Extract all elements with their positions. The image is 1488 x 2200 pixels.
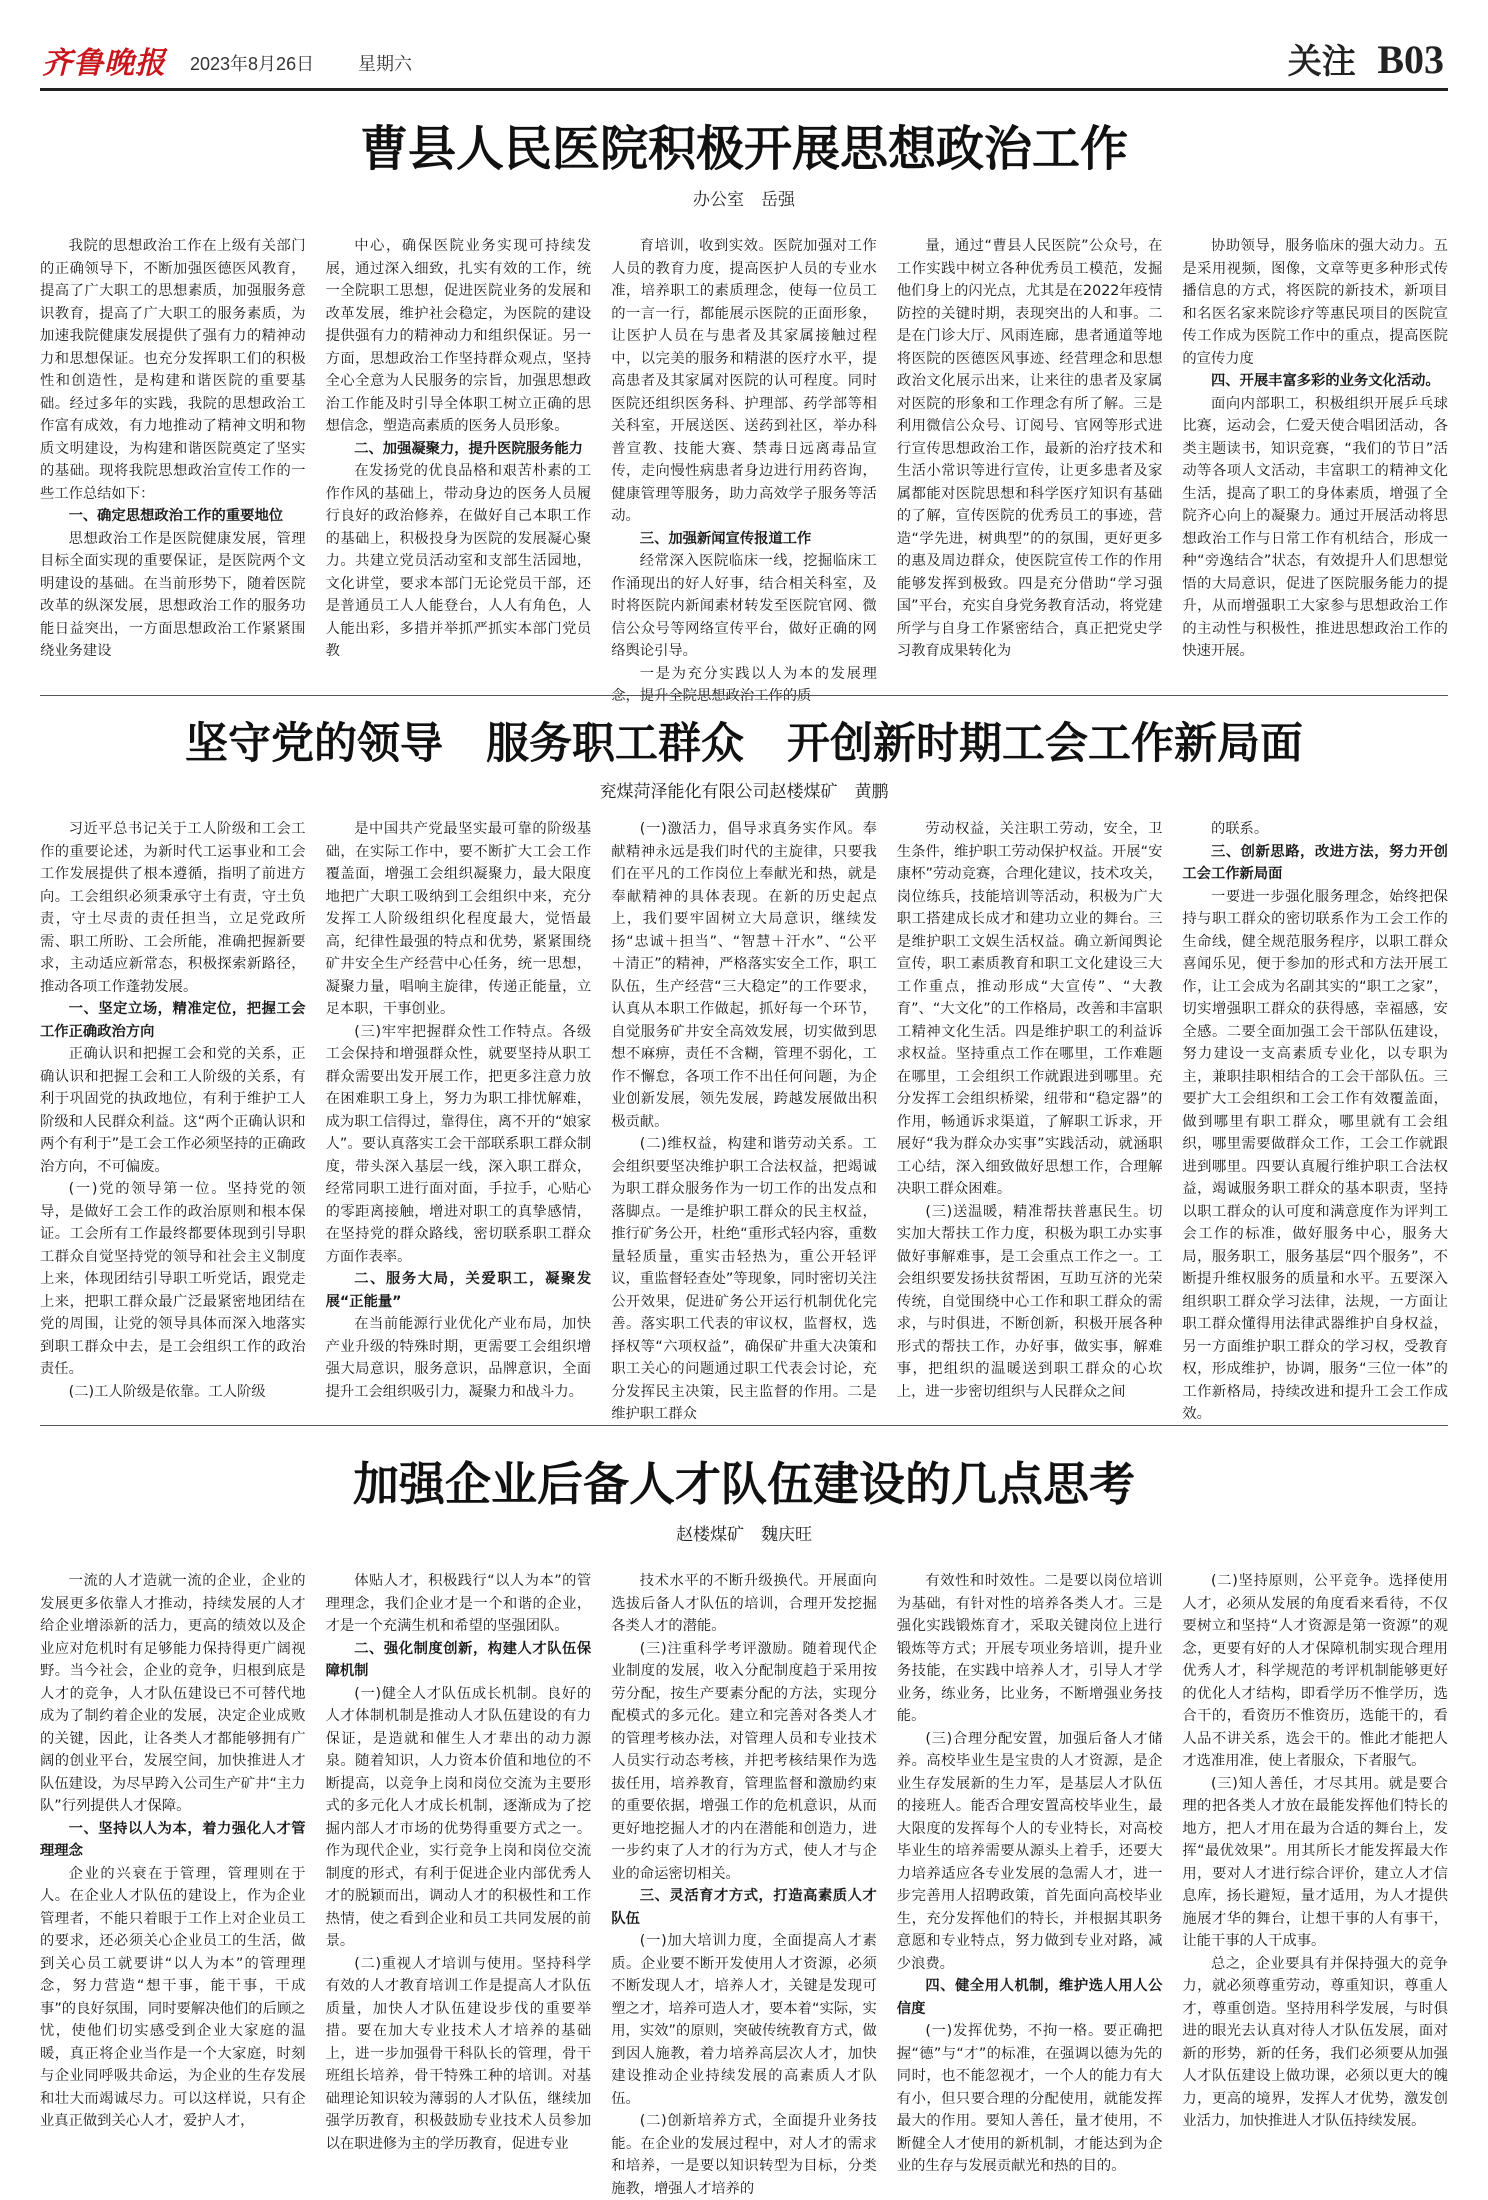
article-column — [40, 818, 306, 1410]
article-column — [897, 235, 1163, 685]
paragraph: 协助领导，服务临床的强大动力。五是采用视频，图像，文章等更多种形式传播信息的方式，将医院的新技术，新项目和名医名家来院诊疗等惠民项目的医院宣传工作成为医院工作中的重点，提高医院的宣传力度 — [1182, 238, 1448, 367]
paragraph: (三)知人善任，才尽其用。就是要合理的把各类人才放在最能发挥他们特长的地方，把人才用在最为合适的舞台上，发挥“最优效果”。用其所长才能发挥最大作用，要对人才进行综合评价，建立人才信息库，扬长避短，量才适用，为人才提供施展才华的舞台，让想干事的人有事干，让能干事的人干成事。 — [1182, 1775, 1448, 1949]
page-number: B03 — [1377, 37, 1444, 82]
article-3 — [40, 1430, 1448, 2197]
paragraph: 一要进一步强化服务理念，始终把保持与职工群众的密切联系作为工会工作的生命线，健全规范服务程序，以职工群众喜闻乐见，便于参加的形式和方法开展工作，让工会成为名副其实的“职工之家”，切实增强职工群众的获得感，幸福感，安全感。二要全面加强工会干部队伍建设，努力建设一支高素质专业化，以专职为主，兼职挂职相结合的工会干部队伍。三要扩大工会组织和工会工作有效覆盖面，做到哪里有职工群众，哪里就有工会组织，哪里需要做群众工作，工会工作就跟进到哪里。四要认真履行维护职工合法权益，竭诚服务职工群众的基本职责，坚持以职工群众的认可度和满意度作为评判工会工作的标准，做好服务中心，服务大局，服务职工，服务基层“四个服务”，不断提升维权服务的质量和水平。五要深入组织职工群众学习法律，法规，一方面让职工群众懂得用法律武器维护自身权益，另一方面维护职工群众的学习权，受教育权，形成维护，协调，服务“三位一体”的工作新格局，持续改进和提升工会工作成效。 — [1182, 888, 1448, 1422]
paragraph: 经常深入医院临床一线，挖掘临床工作涌现出的好人好事，结合相关科室，及时将医院内新闻素材转发至医院官网、微信公众号等网络宣传平台，做好正确的网络舆论引导。 — [611, 553, 877, 659]
article-column — [40, 1570, 306, 2170]
article-column — [611, 1570, 877, 2197]
section-subhead: 二、强化制度创新，构建人才队伍保障机制 — [325, 1640, 592, 1679]
paragraph: 正确认识和把握工会和党的关系，正确认识和把握工会和工人阶级的关系，有利于巩固党的执政地位，有利于维护工人阶级和人民群众利益。这“两个正确认识和两个有利于”是工会工作必须坚持的正确政治方向，不可偏废。 — [40, 1046, 306, 1175]
section-subhead: 三、加强新闻宣传报道工作 — [639, 530, 812, 547]
issue-date: 2023年8月26日 — [190, 54, 315, 74]
paragraph: (三)送温暖，精准帮扶普惠民生。切实加大帮扶工作力度，积极为职工办实事做好事解难事，是工会重点工作之一。工会组织要发扬扶贫帮困，互助互济的光荣传统，自觉围绕中心工作和职工群众的需求，与时俱进，不断创新，积极开展各种形式的帮扶工作，办好事，做实事，解难事，把组织的温暖送到职工群众的心坎上，进一步密切组织与人民群众之间 — [896, 1203, 1163, 1400]
section-subhead: 一、坚定立场，精准定位，把握工会工作正确政治方向 — [40, 1001, 306, 1040]
article-column — [326, 1570, 592, 2170]
paragraph: 在发扬党的优良品格和艰苦朴素的工作作风的基础上，带动身边的医务人员履行良好的政治修养，在做好自己本职工作的基础上，积极投身为医院的发展凝心聚力。共建立党员活动室和支部生活园地，文化讲堂，要求本部门无论党员干部，还是普通员工人人能登台，人人有角色，人人能出彩，多措并举抓严抓实本部门党员教 — [325, 463, 592, 659]
newspaper-logo: 齐鲁晚报 — [42, 46, 166, 81]
article-2-byline: 兖煤菏泽能化有限公司赵楼煤矿 黄鹏 — [599, 782, 889, 802]
paragraph: 一是为充分实践以人为本的发展理念，提升全院思想政治工作的质 — [611, 665, 877, 704]
article-column — [1182, 1570, 1448, 2170]
paragraph: 一流的人才造就一流的企业，企业的发展更多依靠人才推动，持续发展的人才给企业增添新的活力，更高的绩效以及企业应对危机时有足够能力保持得更广阔视野。当今社会，企业的竞争，归根到底是人才的竞争，人才队伍建设已不可替代地成为了制约着企业的发展，决定企业成败的关键，因此，让各类人才都能够拥有广阔的创业平台，发展空间，加快推进人才队伍建设，为尽早跨入公司生产矿井“主力队”行列提供人才保障。 — [40, 1573, 306, 1814]
paragraph: 育培训，收到实效。医院加强对工作人员的教育力度，提高医护人员的专业水准，培养职工的素质理念，使每一位员工的一言一行，都能展示医院的正面形象，让医护人员在与患者及其家属接触过程中，以完美的服务和精湛的医疗水平，提高患者及其家属对医院的认可程度。同时医院还组织医务科、护理部、药学部等相关科室，开展送医、送药到社区，举办科普宣教、技能大赛、禁毒日远离毒品宣传，走向慢性病患者身边进行用药咨询，健康管理等服务，助力高效学子服务等活动。 — [611, 238, 877, 524]
paragraph: (二)创新培养方式，全面提升业务技能。在企业的发展过程中，对人才的需求和培养，一是要以知识转型为目标，分类施教，增强人才培养的 — [611, 2113, 877, 2197]
paragraph: 体贴人才，积极践行“以人为本”的管理理念，我们企业才是一个和谐的企业，才是一个充满生机和希望的坚强团队。 — [325, 1573, 592, 1634]
paragraph: 有效性和时效性。二是要以岗位培训为基础，有针对性的培养各类人才。三是强化实践锻炼育才，采取关键岗位上进行锻炼等方式；开展专项业务培训，提升业务技能，在实践中培养人才，引导人才学业务，练业务，比业务，不断增强业务技能。 — [896, 1573, 1163, 1724]
paragraph: 我院的思想政治工作在上级有关部门的正确领导下，不断加强医德医风教育，提高了广大职工的思想素质，加强服务意识教育，提高了广大职工的服务素质，为加速我院健康发展提供了强有力的精神动力和思想保证。也充分发挥职工们的积极性和创造性，是构建和谐医院的重要基础。经过多年的实践，我院的思想政治工作富有成效，有力地推动了精神文明和物质文明建设，为构建和谐医院奠定了坚实的基础。现将我院思想政治宣传工作的一些工作总结如下： — [40, 238, 306, 502]
article-column — [897, 818, 1163, 1410]
paragraph: 劳动权益，关注职工劳动，安全，卫生条件，维护职工劳动保护权益。开展“安康杯”劳动竞赛，合理化建议，技术攻关，岗位练兵，技能培训等活动，积极为广大职工搭建成长成才和建功立业的舞台。三是维护职工文娱生活权益。确立新闻舆论宣传，职工素质教育和职工文化建设三大工作重点，推动形成“大宣传”、“大教育”、“大文化”的工作格局，改善和丰富职工精神文化生活。四是维护职工的利益诉求权益。坚持重点工作在哪里，工作难题在哪里，工会组织工作就跟进到哪里。充分发挥工会组织桥梁，纽带和“稳定器”的作用，畅通诉求渠道，了解职工诉求，开展好“我为群众办实事”实践活动，就涵职工心结，深入细致做好思想工作，合理解决职工群众困难。 — [896, 821, 1163, 1197]
section-subhead: 三、灵活育才方式，打造高素质人才队伍 — [611, 1888, 877, 1927]
article-divider — [40, 1425, 1448, 1426]
article-1-headline: 曹县人民医院积极开展思想政治工作 — [359, 121, 1128, 177]
section-header — [1288, 34, 1444, 83]
paragraph: 习近平总书记关于工人阶级和工会工作的重要论述，为新时代工运事业和工会工作发展提供了根本遵循，指明了前进方向。工会组织必须秉承守土有责，守土负责，守土尽责的责任担当，立足党政所需、职工所盼、工会所能，准确把握新要求，主动适应新常态，积极探索新路径，推动各项工作蓬勃发展。 — [40, 821, 306, 995]
paragraph: (三)牢牢把握群众性工作特点。各级工会保持和增强群众性，就要坚持从职工群众需要出发开展工作，把更多注意力放在困难职工身上，努力为职工排忧解难，成为职工信得过，靠得住，离不开的“娘家人”。要认真落实工会干部联系职工群众制度，带头深入基层一线，深入职工群众，经常同职工进行面对面，手拉手，心贴心的零距离接触，增进对职工的真挚感情，在坚持党的群众路线，密切联系职工群众方面作表率。 — [325, 1023, 592, 1265]
article-2-headline: 坚守党的领导 服务职工群众 开创新时期工会工作新局面 — [185, 719, 1303, 769]
article-divider — [40, 695, 1448, 696]
paragraph: 面向内部职工，积极组织开展乒乓球比赛，运动会，仁爱天使合唱团活动，各类主题读书，知识竞赛，“我们的节日”活动等各项人文活动，丰富职工的精神文化生活，提高了职工的身体素质，增强了全院齐心向上的凝聚力。通过开展活动将思想政治工作与日常工作有机结合，形成一种“旁逸结合”状态，有效提升人们思想觉悟的大局意识，促进了医院服务能力的提升，从而增强职工大家参与思想政治工作的主动性与积极性，推进思想政治工作的快速开展。 — [1182, 395, 1448, 659]
paragraph: (一)党的领导第一位。坚持党的领导，是做好工会工作的政治原则和根本保证。工会所有工作最终都要体现到引导职工群众自觉坚持党的领导和社会主义制度上来，体现团结引导职工听党话，跟党走上来，把职工群众最广泛最紧密地团结在党的周围，让党的领导具体而深入地落实到职工群众中去，是工会组织工作的政治责任。 — [40, 1181, 306, 1377]
paragraph: (一)健全人才队伍成长机制。良好的人才体制机制是推动人才队伍建设的有力保证，是造就和催生人才辈出的动力源泉。随着知识，人力资本价值和地位的不断提高，以竞争上岗和岗位交流为主要形式的多元化人才成长机制，逐渐成为了挖掘内部人才市场的优势得重要方式之一。作为现代企业，实行竞争上岗和岗位交流制度的形式，有利于促进企业内部优秀人才的脱颖而出，调动人才的积极性和工作热情，使之看到企业和员工共同发展的前景。 — [325, 1685, 592, 1949]
article-column — [611, 818, 877, 1422]
article-1-columns — [40, 235, 1448, 704]
paragraph: 的联系。 — [1210, 821, 1269, 837]
paragraph: 总之，企业要具有并保持强大的竞争力，就必须尊重劳动，尊重知识，尊重人才，尊重创造。坚持用科学发展，与时俱进的眼光去认真对待人才队伍发展，面对新的形势，新的任务，我们必须要从加强人才队伍建设上做功课，必须以更大的魄力，更高的境界，发挥人才优势，激发创业活力，加快推进人才队伍持续发展。 — [1182, 1955, 1448, 2129]
article-column — [40, 235, 306, 685]
section-subhead: 四、健全用人机制，维护选人用人公信度 — [896, 1978, 1163, 2017]
paragraph: 中心，确保医院业务实现可持续发展，通过深入细致，扎实有效的工作，统一全院职工思想，促进医院业务的发展和改革发展，维护社会稳定，为医院的建设提供强有力的精神动力和组织保证。另一方面，思想政治工作坚持群众观点，坚持全心全意为人民服务的宗旨，加强思想政治工作能及时引导全体职工树立正确的思想信念，塑造高素质的医务人员形象。 — [325, 238, 592, 434]
paragraph: (二)重视人才培训与使用。坚持科学有效的人才教育培训工作是提高人才队伍质量，加快人才队伍建设步伐的重要举措。要在加大专业技术人才培养的基础上，进一步加强骨干科队长的管理，骨干班组长培养，骨干特殊工种的培训。对基础理论知识较为薄弱的人才队伍，继续加强学历教育，积极鼓励专业技术人员参加以在职进修为主的学历教育，促进专业 — [325, 1955, 592, 2152]
paragraph: (一)激活力，倡导求真务实作风。奉献精神永远是我们时代的主旋律，只要我们在平凡的工作岗位上奉献光和热，就是奉献精神的具体表现。在新的历史起点上，我们要牢固树立大局意识，继续发扬“忠诚＋担当”、“智慧＋汗水”、“公平＋清正”的精神，严格落实安全工作，职工队伍，生产经营“三大稳定”的工作要求，认真从本职工作做起，抓好每一个环节，自觉服务矿井安全高效发展，切实做到思想不麻痹，责任不含糊，管理不弱化，工作不懈怠，各项工作不出任何问题，为企业创新发展，领先发展，跨越发展做出积极贡献。 — [611, 821, 877, 1130]
paragraph: 技术水平的不断升级换代。开展面向选拔后备人才队伍的培训，合理开发挖掘各类人才的潜能。 — [611, 1573, 877, 1634]
article-column — [326, 235, 592, 685]
section-subhead: 一、坚持以人为本，着力强化人才管理理念 — [40, 1820, 306, 1859]
paragraph: (三)注重科学考评激励。随着现代企业制度的发展，收入分配制度趋于采用按劳分配，按生产要素分配的方法，实现分配模式的多元化。建立和完善对各类人才的管理考核办法，对管理人员和专业技术人员实行动态考核，并把考核结果作为选拔任用，培养教育，管理监督和激励约束的重要依据，增强工作的危机意识，从而更好地挖掘人才的内在潜能和创造力，进一步约束了人才的行为方式，使人才与企业的命运密切相关。 — [611, 1640, 877, 1882]
article-column — [896, 1570, 1163, 2174]
article-3-headline: 加强企业后备人才队伍建设的几点思考 — [353, 1457, 1135, 1511]
article-column — [1182, 235, 1448, 685]
section-subhead: 一、确定思想政治工作的重要地位 — [68, 508, 284, 524]
issue-weekday: 星期六 — [358, 54, 412, 74]
paragraph: 在当前能源行业优化产业布局，加快产业升级的特殊时期，更需要工会组织增强大局意识，服务意识，品牌意识，全面提升工会组织吸引力，凝聚力和战斗力。 — [325, 1316, 592, 1400]
paragraph: (三)合理分配安置，加强后备人才储养。高校毕业生是宝贵的人才资源，是企业生存发展新的生力军，是基层人才队伍的接班人。能否合理安置高校毕业生，最大限度的发挥每个人的专业特长，对高校毕业生的培养需要从源头上着手，还要大力培养适应各专业发展的急需人才，进一步完善用人招聘政策，首先面向高校毕业生，充分发挥他们的特长，并根据其职务意愿和专业特点，努力做到专业对路，减少浪费。 — [896, 1730, 1163, 1972]
section-subhead: 四、开展丰富多彩的业务文化活动。 — [1210, 373, 1440, 389]
article-1-byline: 办公室 岳强 — [693, 190, 795, 210]
article-2 — [40, 700, 1448, 1420]
paragraph: (二)工人阶级是依靠。工人阶级 — [68, 1383, 266, 1400]
article-3-columns — [40, 1570, 1448, 2197]
paragraph: (一)加大培训力度，全面提高人才素质。企业要不断开发使用人才资源，必须不断发现人才，培养人才，关键是发现可塑之才，培养可造人才，要本着“实际，实用，实效”的原则，突破传统教育方式，做到因人施教，着力培养高层次人才，加快建设推动企业持续发展的高素质人才队伍。 — [611, 1933, 877, 2107]
masthead — [40, 28, 1448, 91]
paragraph: 是中国共产党最坚实最可靠的阶级基础，在实际工作中，要不断扩大工会工作覆盖面，增强工会组织凝聚力，最大限度地把广大职工吸纳到工会组织中来，充分发挥工人阶级组织化程度最大，觉悟最高，纪律性最强的特点和优势，紧紧围绕矿井安全生产经营中心任务，统一思想，凝聚力量，唱响主旋律，传递正能量，立足本职，干事创业。 — [325, 821, 592, 1017]
article-column — [611, 235, 877, 704]
paragraph: 企业的兴衰在于管理，管理则在于人。在企业人才队伍的建设上，作为企业管理者，不能只着眼于工作上对企业员工的要求，还必须关心企业员工的生活，做到关心员工就要讲“以人为本”的管理理念，努力营造“想干事，能干事，干成事”的良好氛围，同时要解决他们的后顾之忧，使他们切实感受到企业大家庭的温暖，真正将企业当作是一个大家庭，时刻与企业同呼吸共命运，为企业的生存发展和壮大而竭诚尽力。可以这样说，只有企业真正做到关心人才，爱护人才， — [40, 1865, 306, 2129]
section-subhead: 二、加强凝聚力，提升医院服务能力 — [354, 440, 583, 457]
section-subhead: 三、创新思路，改进方法，努力开创工会工作新局面 — [1182, 843, 1448, 882]
paragraph: (二)坚持原则，公平竞争。选择使用人才，必须从发展的角度看来看待，不仅要树立和坚持“人才资源是第一资源”的观念，更要有好的人才保障机制实现合理用优秀人才，科学规范的考评机制能够更好的优化人才结构，即看学历不惟学历，选合干的，看资历不惟资历，选能干的，看人品不讲关系，选会干的。惟此才能把人才选准用准，使上者服众，下者服气。 — [1182, 1573, 1448, 1769]
article-3-byline: 赵楼煤矿 魏庆旺 — [676, 1525, 812, 1545]
paragraph: 量，通过“曹县人民医院”公众号，在工作实践中树立各种优秀员工模范，发掘他们身上的闪光点，尤其是在2022年疫情防控的关键时期，表现突出的人和事。二是在门诊大厅、风雨连廊，患者通道等地将医院的医德医风事迹、经营理念和思想政治文化展示出来，让来往的患者及家属对医院的形象和工作理念有所了解。三是利用微信公众号、订阅号、官网等形式进行宣传思想政治工作，最新的治疗技术和生活小常识等进行宣传，让更多患者及家属都能对医院思想和科学医疗知识有基础的了解，宣传医院的优秀员工的事迹，营造“学先进，树典型”的的氛围，更好更多的惠及周边群众，使医院宣传工作的作用能够发挥到极致。四是充分借助“学习强国”平台，充实自身党务教育活动，将党建所学与自身工作紧密结合，真正把党史学习教育成果转化为 — [896, 238, 1163, 659]
article-1 — [40, 100, 1448, 704]
paragraph: (一)发挥优势，不拘一格。要正确把握“德”与“才”的标准，在强调以德为先的同时，也不能忽视才，一个人的能力有大有小，但只要合理的分配使用，就能发挥最大的作用。要知人善任，量才使用，不断健全人才使用的新机制，才能达到为企业的生存与发展贡献光和热的目的。 — [896, 2023, 1163, 2174]
article-column — [1182, 818, 1448, 1422]
article-column — [326, 818, 592, 1410]
paragraph: (二)维权益，构建和谐劳动关系。工会组织要坚决维护职工合法权益，把竭诚为职工群众服务作为一切工作的出发点和落脚点。一是维护职工群众的民主权益，推行矿务公开，杜绝“重形式轻内容，重数量轻质量，重实击轻热为，重公开轻评议，重监督轻查处”等现象，同时密切关注公开效果，促进矿务公开运行机制优化完善。落实职工代表的审议权，监督权，选择权等“六项权益”，确保矿井重大决策和职工关心的问题通过职工代表会讨论，充分发挥民主决策，民主监督的作用。二是维护职工群众 — [611, 1136, 877, 1422]
article-2-columns — [40, 818, 1448, 1422]
section-name: 关注 — [1287, 42, 1356, 82]
paragraph: 思想政治工作是医院健康发展，管理目标全面实现的重要保证，是医院两个文明建设的基础。在当前形势下，随着医院改革的纵深发展，思想政治工作的服务功能日益突出，一方面思想政治工作紧紧围绕业务建设 — [40, 530, 306, 659]
section-subhead: 二、服务大局，关爱职工，凝聚发展“正能量” — [325, 1271, 592, 1310]
